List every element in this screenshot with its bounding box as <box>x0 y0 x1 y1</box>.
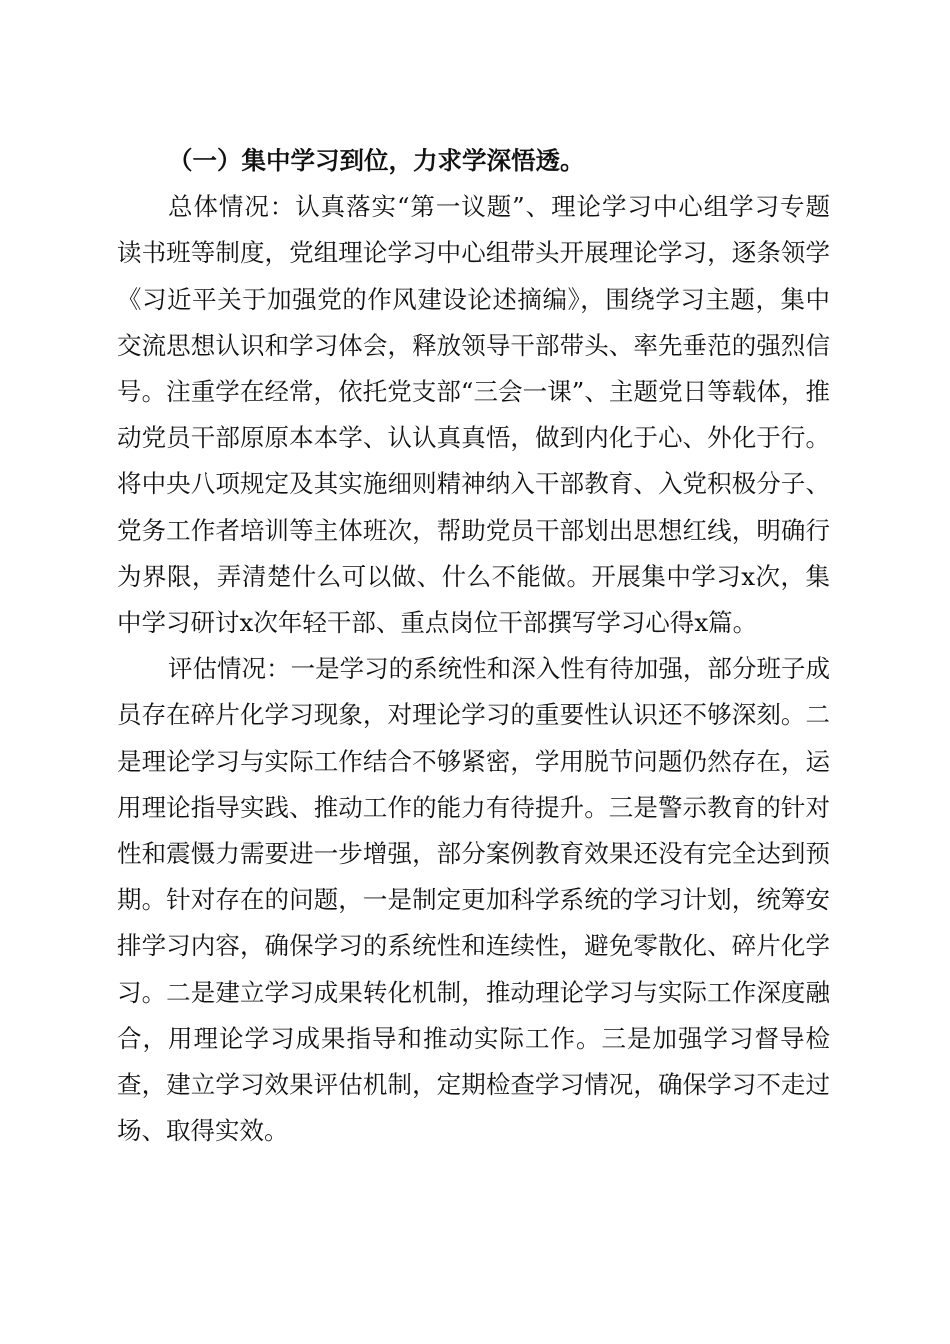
paragraph-assessment: 评估情况：一是学习的系统性和深入性有待加强，部分班子成员存在碎片化学习现象，对理论学习的重要性认识还不够深刻。二是理论学习与实际工作结合不够紧密，学用脱节问题仍然存在，运用理论指导实践、推动工作的能力有待提升。三是警示教育的针对性和震慑力需要进一步增强，部分案例教育效果还没有完全达到预期。针对存在的问题，一是制定更加科学系统的学习计划，统筹安排学习内容，确保学习的系统性和连续性，避免零散化、碎片化学习。二是建立学习成果转化机制，推动理论学习与实际工作深度融合，用理论学习成果指导和推动实际工作。三是加强学习督导检查，建立学习效果评估机制，定期检查学习情况，确保学习不走过场、取得实效。 <box>117 654 830 1146</box>
section-heading: （一）集中学习到位，力求学深悟透。 <box>168 146 585 175</box>
paragraph-overall-situation: 总体情况：认真落实“第一议题”、理论学习中心组学习专题读书班等制度，党组理论学习中心组带头开展理论学习，逐条领学《习近平关于加强党的作风建设论述摘编》，围绕学习主题，集中交流思想认识和学习体会，释放领导干部带头、率先垂范的强烈信号。注重学在经常，依托党支部“三会一课”、主题党日等载体，推动党员干部原原本本学、认认真真悟，做到内化于心、外化于行。将中央八项规定及其实施细则精神纳入干部教育、入党积极分子、党务工作者培训等主体班次，帮助党员干部划出思想红线，明确行为界限，弄清楚什么可以做、什么不能做。开展集中学习x次，集中学习研讨x次年轻干部、重点岗位干部撰写学习心得x篇。 <box>117 192 830 638</box>
document-body <box>117 138 830 1154</box>
